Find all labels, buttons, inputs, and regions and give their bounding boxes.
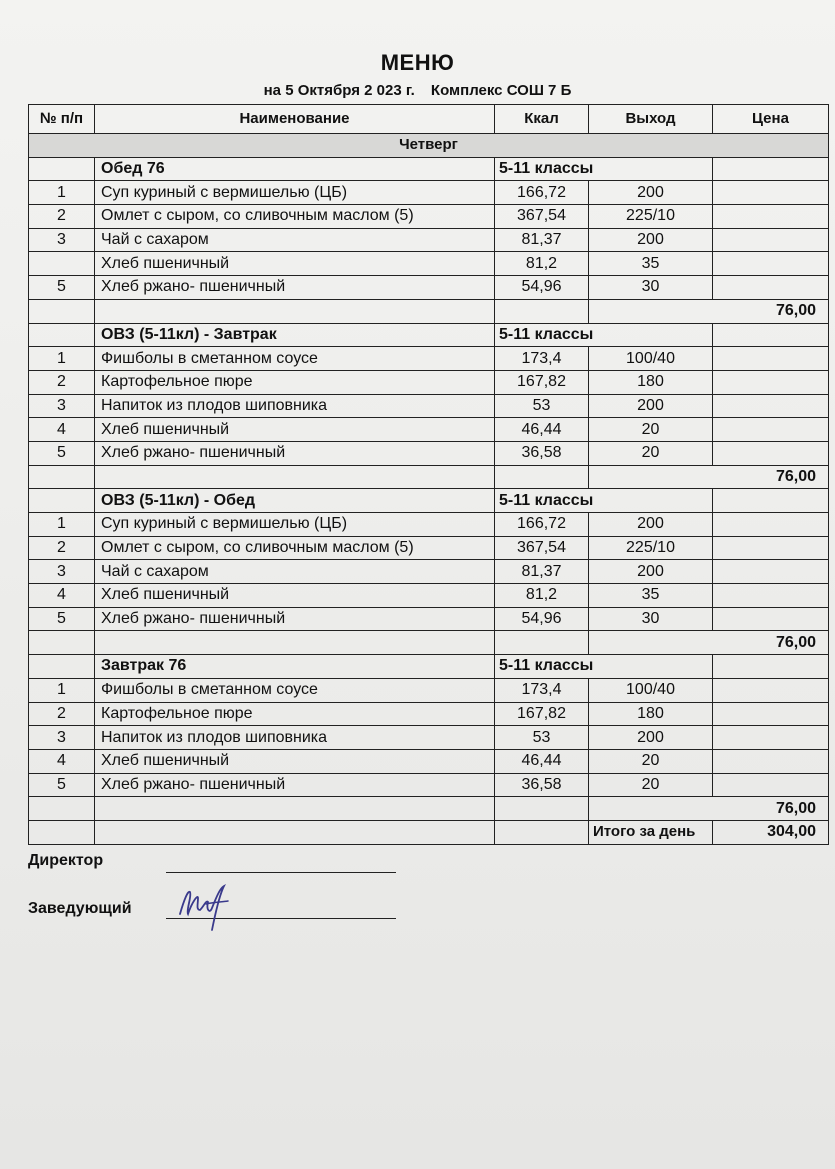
item-output: 200: [589, 726, 713, 750]
item-price: [713, 702, 829, 726]
item-price: [713, 678, 829, 702]
section-classes: 5-11 классы: [495, 655, 713, 679]
item-price: [713, 205, 829, 229]
section-title: ОВЗ (5-11кл) - Завтрак: [95, 323, 495, 347]
section-total-row: [29, 797, 829, 821]
item-kcal: 166,72: [495, 513, 589, 537]
menu-table: [28, 104, 829, 845]
item-name: Хлеб пшеничный: [95, 252, 495, 276]
section-total: 76,00: [589, 299, 829, 323]
section-title: Завтрак 76: [95, 655, 495, 679]
item-price: [713, 536, 829, 560]
item-kcal: 54,96: [495, 276, 589, 300]
item-output: 35: [589, 584, 713, 608]
item-output: 180: [589, 702, 713, 726]
column-header-name: Наименование: [95, 105, 495, 134]
table-row: [29, 726, 829, 750]
section-header-row: [29, 157, 829, 181]
menu-date: на 5 Октября 2 023 г.: [263, 82, 415, 99]
table-row: [29, 370, 829, 394]
item-price: [713, 726, 829, 750]
table-row: [29, 702, 829, 726]
section-total-row: [29, 465, 829, 489]
section-number-cell: [29, 655, 95, 679]
day-label: Четверг: [29, 134, 829, 158]
total-empty-cell: [495, 631, 589, 655]
item-output: 100/40: [589, 678, 713, 702]
item-price: [713, 252, 829, 276]
item-number: 2: [29, 702, 95, 726]
column-header-number: № п/п: [29, 105, 95, 134]
table-row: [29, 418, 829, 442]
item-output: 200: [589, 560, 713, 584]
item-number: 1: [29, 678, 95, 702]
total-empty-cell: [95, 465, 495, 489]
item-output: 30: [589, 276, 713, 300]
item-kcal: 367,54: [495, 205, 589, 229]
day-total-row: [29, 820, 829, 844]
table-row: [29, 228, 829, 252]
item-kcal: 166,72: [495, 181, 589, 205]
item-name: Суп куриный с вермишелью (ЦБ): [95, 513, 495, 537]
total-empty-cell: [495, 465, 589, 489]
table-row: [29, 607, 829, 631]
table-row: [29, 347, 829, 371]
item-name: Хлеб ржано- пшеничный: [95, 607, 495, 631]
section-number-cell: [29, 323, 95, 347]
item-number: 4: [29, 749, 95, 773]
page-subtitle: [0, 82, 835, 99]
item-output: 200: [589, 181, 713, 205]
item-output: 100/40: [589, 347, 713, 371]
item-kcal: 46,44: [495, 418, 589, 442]
table-row: [29, 560, 829, 584]
item-name: Хлеб пшеничный: [95, 749, 495, 773]
day-total-value: 304,00: [713, 820, 829, 844]
section-classes: 5-11 классы: [495, 157, 713, 181]
item-kcal: 53: [495, 726, 589, 750]
item-price: [713, 441, 829, 465]
item-output: 20: [589, 418, 713, 442]
total-empty-cell: [495, 797, 589, 821]
item-kcal: 167,82: [495, 702, 589, 726]
item-price: [713, 228, 829, 252]
item-name: Хлеб пшеничный: [95, 584, 495, 608]
item-name: Хлеб ржано- пшеничный: [95, 773, 495, 797]
item-price: [713, 560, 829, 584]
total-empty-cell: [95, 299, 495, 323]
total-empty-cell: [29, 631, 95, 655]
item-name: Суп куриный с вермишелью (ЦБ): [95, 181, 495, 205]
director-label: Директор: [28, 852, 104, 869]
table-row: [29, 276, 829, 300]
column-header-kcal: Ккал: [495, 105, 589, 134]
table-row: [29, 678, 829, 702]
table-row: [29, 181, 829, 205]
item-name: Фишболы в сметанном соусе: [95, 347, 495, 371]
item-price: [713, 418, 829, 442]
total-empty-cell: [495, 299, 589, 323]
item-name: Чай с сахаром: [95, 228, 495, 252]
item-kcal: 173,4: [495, 347, 589, 371]
total-empty-cell: [95, 820, 495, 844]
item-number: 1: [29, 347, 95, 371]
item-name: Хлеб ржано- пшеничный: [95, 441, 495, 465]
section-price-cell: [713, 157, 829, 181]
item-name: Картофельное пюре: [95, 702, 495, 726]
day-row: [29, 134, 829, 158]
column-header-price: Цена: [713, 105, 829, 134]
section-price-cell: [713, 655, 829, 679]
item-name: Хлеб пшеничный: [95, 418, 495, 442]
section-header-row: [29, 655, 829, 679]
item-number: 5: [29, 276, 95, 300]
handwritten-signature: [176, 880, 236, 936]
table-header-row: [29, 105, 829, 134]
item-number: 3: [29, 394, 95, 418]
item-output: 200: [589, 228, 713, 252]
section-header-row: [29, 489, 829, 513]
item-output: 225/10: [589, 205, 713, 229]
section-classes: 5-11 классы: [495, 323, 713, 347]
item-price: [713, 513, 829, 537]
item-kcal: 367,54: [495, 536, 589, 560]
item-number: 4: [29, 418, 95, 442]
item-name: Напиток из плодов шиповника: [95, 726, 495, 750]
item-number: 1: [29, 513, 95, 537]
item-name: Омлет с сыром, со сливочным маслом (5): [95, 205, 495, 229]
item-kcal: 81,2: [495, 584, 589, 608]
section-price-cell: [713, 323, 829, 347]
item-number: 2: [29, 370, 95, 394]
total-empty-cell: [29, 299, 95, 323]
table-row: [29, 584, 829, 608]
day-total-label: Итого за день: [589, 820, 713, 844]
item-price: [713, 607, 829, 631]
item-price: [713, 181, 829, 205]
table-row: [29, 252, 829, 276]
section-price-cell: [713, 489, 829, 513]
item-output: 35: [589, 252, 713, 276]
item-price: [713, 394, 829, 418]
table-row: [29, 441, 829, 465]
item-kcal: 81,37: [495, 560, 589, 584]
item-number: 5: [29, 441, 95, 465]
complex-name: Комплекс СОШ 7 Б: [430, 82, 572, 99]
item-number: 5: [29, 773, 95, 797]
section-number-cell: [29, 489, 95, 513]
item-number: 3: [29, 726, 95, 750]
item-kcal: 36,58: [495, 773, 589, 797]
section-total: 76,00: [589, 465, 829, 489]
item-name: Картофельное пюре: [95, 370, 495, 394]
item-price: [713, 584, 829, 608]
item-name: Фишболы в сметанном соусе: [95, 678, 495, 702]
item-output: 200: [589, 513, 713, 537]
item-kcal: 81,2: [495, 252, 589, 276]
total-empty-cell: [29, 820, 95, 844]
item-price: [713, 276, 829, 300]
item-number: 2: [29, 536, 95, 560]
total-empty-cell: [495, 820, 589, 844]
item-kcal: 36,58: [495, 441, 589, 465]
item-kcal: 46,44: [495, 749, 589, 773]
section-number-cell: [29, 157, 95, 181]
section-total-row: [29, 631, 829, 655]
item-number: 3: [29, 560, 95, 584]
item-price: [713, 773, 829, 797]
item-output: 20: [589, 773, 713, 797]
item-kcal: 81,37: [495, 228, 589, 252]
table-row: [29, 513, 829, 537]
total-empty-cell: [95, 631, 495, 655]
item-number: 5: [29, 607, 95, 631]
section-total-row: [29, 299, 829, 323]
item-output: 30: [589, 607, 713, 631]
item-price: [713, 749, 829, 773]
table-row: [29, 773, 829, 797]
item-number: 4: [29, 584, 95, 608]
total-empty-cell: [95, 797, 495, 821]
item-kcal: 167,82: [495, 370, 589, 394]
section-total: 76,00: [589, 631, 829, 655]
table-row: [29, 749, 829, 773]
item-number: 1: [29, 181, 95, 205]
manager-label: Заведующий: [28, 900, 132, 917]
item-name: Чай с сахаром: [95, 560, 495, 584]
table-row: [29, 205, 829, 229]
item-number: 3: [29, 228, 95, 252]
item-output: 20: [589, 441, 713, 465]
table-row: [29, 536, 829, 560]
item-price: [713, 370, 829, 394]
item-output: 180: [589, 370, 713, 394]
total-empty-cell: [29, 797, 95, 821]
page-title: МЕНЮ: [380, 50, 455, 75]
item-kcal: 54,96: [495, 607, 589, 631]
director-signature-line: [166, 872, 396, 873]
item-kcal: 173,4: [495, 678, 589, 702]
section-classes: 5-11 классы: [495, 489, 713, 513]
section-title: ОВЗ (5-11кл) - Обед: [95, 489, 495, 513]
column-header-output: Выход: [589, 105, 713, 134]
section-total: 76,00: [589, 797, 829, 821]
table-row: [29, 394, 829, 418]
item-output: 20: [589, 749, 713, 773]
item-output: 225/10: [589, 536, 713, 560]
item-price: [713, 347, 829, 371]
item-kcal: 53: [495, 394, 589, 418]
item-name: Напиток из плодов шиповника: [95, 394, 495, 418]
section-title: Обед 76: [95, 157, 495, 181]
total-empty-cell: [29, 465, 95, 489]
item-output: 200: [589, 394, 713, 418]
item-number: [29, 252, 95, 276]
section-header-row: [29, 323, 829, 347]
item-name: Хлеб ржано- пшеничный: [95, 276, 495, 300]
item-number: 2: [29, 205, 95, 229]
item-name: Омлет с сыром, со сливочным маслом (5): [95, 536, 495, 560]
